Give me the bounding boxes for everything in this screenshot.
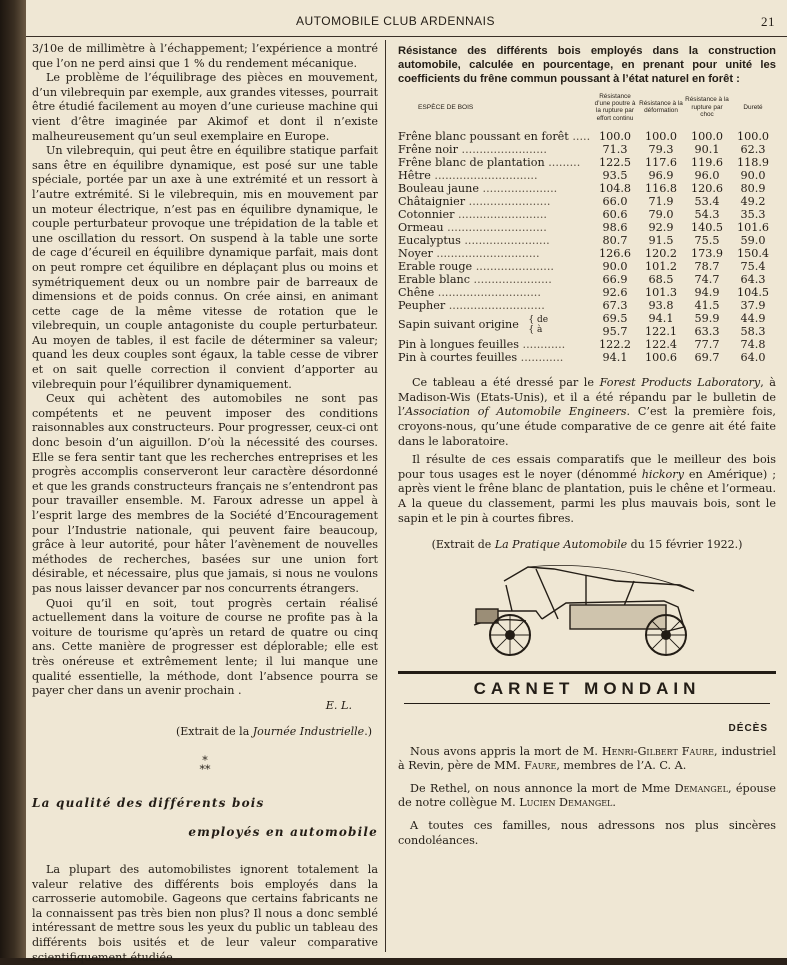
table-header-row: [398, 93, 776, 131]
dot-leader: ......................: [469, 273, 552, 287]
paragraph: [398, 745, 776, 774]
row-label: Pin à longues feuilles ............: [398, 338, 566, 352]
column-header-hardness: Dureté: [743, 103, 763, 111]
row-label: Bouleau jaune .....................: [398, 182, 558, 196]
paragraph: Le problème de l’équilibrage des pièces en mouvement, d’un vilebrequin par exemple, aux grandes vitesses, pourrait être étudié facilement au moyen d’une curieuse machine qui vient d’être imaginée par Akimof et dont il n’existe malheureusement qu’un seul exemplaire en Europe.: [32, 71, 378, 143]
dot-leader: .........: [544, 156, 581, 170]
table-row: [398, 234, 776, 247]
cell-deformation: 68.5: [648, 273, 674, 287]
sapin-brace: { de { à: [528, 315, 549, 336]
cell-hardness: 80.9: [740, 182, 766, 196]
table-row: [398, 143, 776, 156]
column-header-rupture: Résistance d’une poutre à la rupture par effort continu: [594, 92, 636, 122]
table-row: [398, 195, 776, 208]
cell-shock: 119.6: [690, 156, 724, 170]
table-row: [398, 299, 776, 312]
cell-deformation: 117.6: [644, 156, 678, 170]
person-name: Henri-Gilbert Faure: [601, 744, 714, 758]
row-label: Frêne blanc poussant en forêt .....: [398, 130, 591, 144]
cell-hardness: 58.3: [740, 325, 766, 339]
dot-leader: .............................: [432, 247, 540, 261]
hickory-term: hickory: [641, 467, 684, 481]
cell-hardness: 150.4: [736, 247, 770, 261]
sapin-a: à: [537, 325, 543, 336]
dot-leader: ............: [517, 351, 564, 365]
cell-hardness: 37.9: [740, 299, 766, 313]
row-label: Erable rouge ......................: [398, 260, 554, 274]
cell-deformation: 93.8: [648, 299, 674, 313]
row-label: Eucalyptus ........................: [398, 234, 550, 248]
touring-car-illustration: [466, 561, 776, 666]
header-rule: [26, 36, 787, 37]
association-name: Association of Automobile Engineers: [405, 405, 627, 419]
row-label: Ormeau ............................: [398, 221, 547, 235]
cell-deformation: 122.1: [644, 325, 678, 339]
table-title: Résistance des différents bois employés dans la construction automobile, calculée en pourcentage, en prenant pour unité les coefficients du frêne commun poussant à l’état naturel en forêt :: [398, 45, 776, 86]
cell-deformation: 100.6: [644, 351, 678, 365]
table-row: [398, 221, 776, 234]
cell-rupture: 90.0: [602, 260, 628, 274]
cell-deformation: 101.3: [644, 286, 678, 300]
person-name: Faure: [524, 759, 557, 773]
cell-rupture: 104.8: [598, 182, 632, 196]
row-label: Cotonnier .........................: [398, 208, 547, 222]
paragraph: [398, 376, 776, 449]
cell-rupture: 122.5: [598, 156, 632, 170]
cell-hardness: 49.2: [740, 195, 766, 209]
table-row: [398, 273, 776, 286]
cell-deformation: 79.0: [648, 208, 674, 222]
dot-leader: .........................: [454, 208, 547, 222]
table-row: [398, 351, 776, 364]
source-citation: [398, 538, 776, 553]
cell-hardness: 64.0: [740, 351, 766, 365]
wood-resistance-table: [398, 93, 776, 365]
dot-leader: .....: [568, 130, 591, 144]
cell-shock: 41.5: [694, 299, 720, 313]
text-run: , membres de l’A. C. A.: [556, 759, 687, 773]
row-label: Frêne blanc de plantation .........: [398, 156, 581, 170]
right-column: [398, 44, 776, 848]
column-header-species: ESPÈCE DE BOIS: [418, 103, 474, 111]
cell-shock: 54.3: [694, 208, 720, 222]
cell-hardness: 64.3: [740, 273, 766, 287]
cell-shock: 78.7: [694, 260, 720, 274]
page-header: [26, 14, 787, 32]
paragraph: [398, 453, 776, 526]
left-column: [32, 42, 378, 965]
cell-hardness: 100.0: [736, 130, 770, 144]
table-row: [398, 312, 776, 325]
cell-shock: 140.5: [690, 221, 724, 235]
table-row: [398, 260, 776, 273]
cell-hardness: 62.3: [740, 143, 766, 157]
cell-rupture: 66.9: [602, 273, 628, 287]
row-label: Frêne noir ........................: [398, 143, 547, 157]
paragraph: Quoi qu’il en soit, tout progrès certain réalisé actuellement dans la voiture de course ne profite pas à la voiture de tourisme qu’après un retard de quatre ou cinq ans. Cette manière de progresser est déplorable; elle est très onéreuse et extrêmement lente; il lui manque une qualité essentielle, la méthode, dont l’absence pourra se payer cher dans un avenir prochain .: [32, 596, 378, 698]
table-row: [398, 169, 776, 182]
citation-suffix: du 15 février 1922.): [627, 538, 743, 552]
cell-rupture: 92.6: [602, 286, 628, 300]
cell-hardness: 75.4: [740, 260, 766, 274]
text-run: De Rethel, on nous annonce la mort de Mme: [410, 781, 675, 795]
cell-rupture: 100.0: [598, 130, 632, 144]
paragraph: Un vilebrequin, qui peut être en équilibre statique parfait sans être en équilibre dynamique, est posé sur une table spéciale, portée par un axe à une extrémité et un ressort à l’autre extrémité. Si le vilebrequin, mis en mouvement par un moteur électrique, n’est pas en équilibre dynamique, le couple perturbateur provoque une trépidation de la table et une oscillation du ressort. On suspend à la table une sorte de cage d’écureil en équilibre dynamique parfait, mais dont on peut rompre cet équilibre en déplaçant plus ou moins et symétriquement deux ou un nombre pair de barreaux de dimensions et de poids connus. On crée ainsi, en animant cette cage de la même vitesse de rotation que le vilebrequin, un couple antagoniste du couple perturbateur. Au moyen de tables, il est facile de déterminer sa valeur; quand les deux couples sont égaux, la table cesse de vibrer et on sait quelle correction il convient d’apporter au vilebrequin pour l’équilibrer dynamiquement.: [32, 144, 378, 391]
cell-deformation: 101.2: [644, 260, 678, 274]
deces-heading: DÉCÈS: [728, 722, 768, 734]
person-name: Demangel: [674, 781, 728, 795]
cell-rupture: 94.1: [602, 351, 628, 365]
section-asterisks: * **: [199, 753, 211, 776]
text-run: . C’est la première fois, croyons-nous, qu’une étude comparative de ce genre ait été faite dans le laboratoire.: [398, 405, 776, 448]
cell-rupture: 95.7: [602, 325, 628, 339]
column-header-shock: Résistance à la rupture par choc: [685, 96, 729, 119]
citation-suffix: .): [364, 725, 372, 739]
citation-source: Journée Industrielle: [252, 725, 365, 739]
table-row: [398, 182, 776, 195]
text-run: , à Madison-Wis (Etats-Unis), et il a été répandu par le bulletin de l’: [398, 376, 776, 419]
cell-deformation: 71.9: [648, 195, 674, 209]
citation-source: La Pratique Automobile: [494, 538, 628, 552]
cell-rupture: 71.3: [602, 143, 628, 157]
dot-leader: .............................: [434, 286, 541, 300]
cell-hardness: 101.6: [736, 221, 770, 235]
paragraph: Ceux qui achètent des automobiles ne sont pas compétents et ne peuvent imposer des conditions raisonnables aux constructeurs. Pour progresser, ceux-ci ont donc besoin d’un aiguillon. D’où la nécessité des courses. Elle se fera sentir tant que les recherches entreprises et les progrès accomplis conserveront leur caractère désordonné et que les grands constructeurs français ne s’entendront pas pour travailler ensemble. M. Faroux adresse un appel à l’esprit large des membres de la Société d’Encouragement pour l’Industrie nationale, qui peuvent faire beaucoup, grâce à leur autorité, pour hâter l’avènement de nouvelles méthodes de recherches, basées sur une union fort désirable, et nécessaire, plus que jamais, si nous ne voulons pas nous laisser devancer par nos concurrents étrangers.: [32, 392, 378, 595]
text-run: Ce tableau a été dressé par le: [412, 376, 600, 390]
cell-deformation: 92.9: [648, 221, 674, 235]
article-title-line1: La qualité des différents bois: [32, 795, 265, 810]
book-binding: [0, 0, 26, 958]
row-label: Châtaignier .......................: [398, 195, 551, 209]
carnet-underline: [404, 703, 770, 704]
cell-deformation: 120.2: [644, 247, 678, 261]
cell-shock: 94.9: [694, 286, 720, 300]
cell-rupture: 80.7: [602, 234, 628, 248]
row-label: Chêne .............................: [398, 286, 541, 300]
cell-shock: 59.9: [694, 312, 720, 326]
paragraph: La plupart des automobilistes ignorent totalement la valeur relative des différents bois employés dans la carrosserie automobile. Gageons que certains fabricants ne la connaissent pas très bien non plus? Il nous a donc semblé intéressant de mettre sous les yeux du public un tableau des différents bois usités et de leur valeur comparative scientifiquement étudiée.: [32, 863, 378, 964]
text-run: .: [612, 796, 616, 810]
cell-shock: 120.6: [690, 182, 724, 196]
source-citation: [32, 725, 372, 740]
carnet-rule: [398, 671, 776, 674]
dot-leader: ........................: [457, 143, 547, 157]
table-row: [398, 338, 776, 351]
cell-deformation: 100.0: [644, 130, 678, 144]
dot-leader: ...........................: [445, 299, 545, 313]
cell-shock: 96.0: [694, 169, 720, 183]
sapin-label: Sapin suivant origine: [398, 318, 519, 332]
cell-shock: 173.9: [690, 247, 724, 261]
cell-shock: 69.7: [694, 351, 720, 365]
table-row: [398, 286, 776, 299]
cell-rupture: 98.6: [602, 221, 628, 235]
dot-leader: .............................: [430, 169, 538, 183]
cell-rupture: 126.6: [598, 247, 632, 261]
cell-deformation: 116.8: [644, 182, 678, 196]
paragraph: A toutes ces familles, nous adressons nos plus sincères condoléances.: [398, 818, 776, 847]
cell-hardness: 74.8: [740, 338, 766, 352]
cell-rupture: 69.5: [602, 312, 628, 326]
table-row: [398, 156, 776, 169]
page-number: 21: [761, 14, 775, 29]
column-divider: [385, 40, 386, 952]
cell-hardness: 44.9: [740, 312, 766, 326]
citation-prefix: (Extrait de: [431, 538, 495, 552]
article-title-line2: employés en automobile: [188, 824, 378, 839]
dot-leader: ........................: [460, 234, 550, 248]
dot-leader: ......................: [472, 260, 554, 274]
cell-rupture: 60.6: [602, 208, 628, 222]
row-label: Hêtre .............................: [398, 169, 538, 183]
cell-shock: 90.1: [694, 143, 720, 157]
text-run: Nous avons appris la mort de M.: [410, 744, 602, 758]
cell-rupture: 66.0: [602, 195, 628, 209]
paragraph: [398, 782, 776, 811]
cell-deformation: 122.4: [644, 338, 678, 352]
cell-hardness: 104.5: [736, 286, 770, 300]
cell-deformation: 94.1: [648, 312, 674, 326]
cell-deformation: 91.5: [648, 234, 674, 248]
lab-name: Forest Products Laboratory: [599, 376, 761, 390]
column-header-deformation: Résistance à la déformation: [639, 100, 683, 115]
text-run: Il résulte de ces essais comparatifs que le meilleur des bois pour tous usages est le noyer (dénommé: [398, 453, 776, 481]
text-run: , industriel à Revin, père de MM.: [398, 744, 777, 773]
cell-hardness: 118.9: [736, 156, 770, 170]
table-row: [398, 208, 776, 221]
magazine-page: [26, 0, 787, 964]
dot-leader: .....................: [478, 182, 558, 196]
text-run: en Amérique) ; après vient le frêne blanc de plantation, puis le chêne et l’ormeau. A la queue du classement, parmi les plus mauvais bois, sont le sapin et le pin à courtes fibres.: [398, 467, 776, 525]
cell-shock: 100.0: [690, 130, 724, 144]
cell-rupture: 67.3: [602, 299, 628, 313]
touring-car-drawing: [466, 561, 716, 661]
row-label: Erable blanc ......................: [398, 273, 552, 287]
running-title: AUTOMOBILE CLUB ARDENNAIS: [296, 14, 495, 28]
cell-hardness: 35.3: [740, 208, 766, 222]
author-signature: E. L.: [325, 698, 352, 712]
dot-leader: ............................: [443, 221, 547, 235]
cell-shock: 53.4: [694, 195, 720, 209]
row-label: Noyer .............................: [398, 247, 540, 261]
paragraph: 3/10e de millimètre à l’échappement; l’expérience a montré que l’on ne perd ainsi que 1 % du rendement mécanique.: [32, 42, 378, 70]
sapin-de: de: [537, 315, 549, 326]
cell-shock: 77.7: [694, 338, 720, 352]
row-label: [398, 312, 592, 338]
row-label: Pin à courtes feuilles ............: [398, 351, 564, 365]
text-run: , épouse de notre collègue M.: [398, 781, 777, 810]
dot-leader: ............: [518, 338, 566, 352]
cell-hardness: 59.0: [740, 234, 766, 248]
cell-shock: 75.5: [694, 234, 720, 248]
cell-rupture: 93.5: [602, 169, 628, 183]
person-name: Lucien Demangel: [519, 796, 613, 810]
carnet-title: CARNET MONDAIN: [473, 679, 701, 699]
citation-prefix: (Extrait de la: [175, 725, 253, 739]
cell-rupture: 122.2: [598, 338, 632, 352]
dot-leader: .......................: [465, 195, 551, 209]
cell-shock: 63.3: [694, 325, 720, 339]
cell-deformation: 79.3: [648, 143, 674, 157]
cell-shock: 74.7: [694, 273, 720, 287]
cell-deformation: 96.9: [648, 169, 674, 183]
table-row: [398, 247, 776, 260]
cell-hardness: 90.0: [740, 169, 766, 183]
row-label: Peupher ...........................: [398, 299, 545, 313]
table-row: [398, 130, 776, 143]
